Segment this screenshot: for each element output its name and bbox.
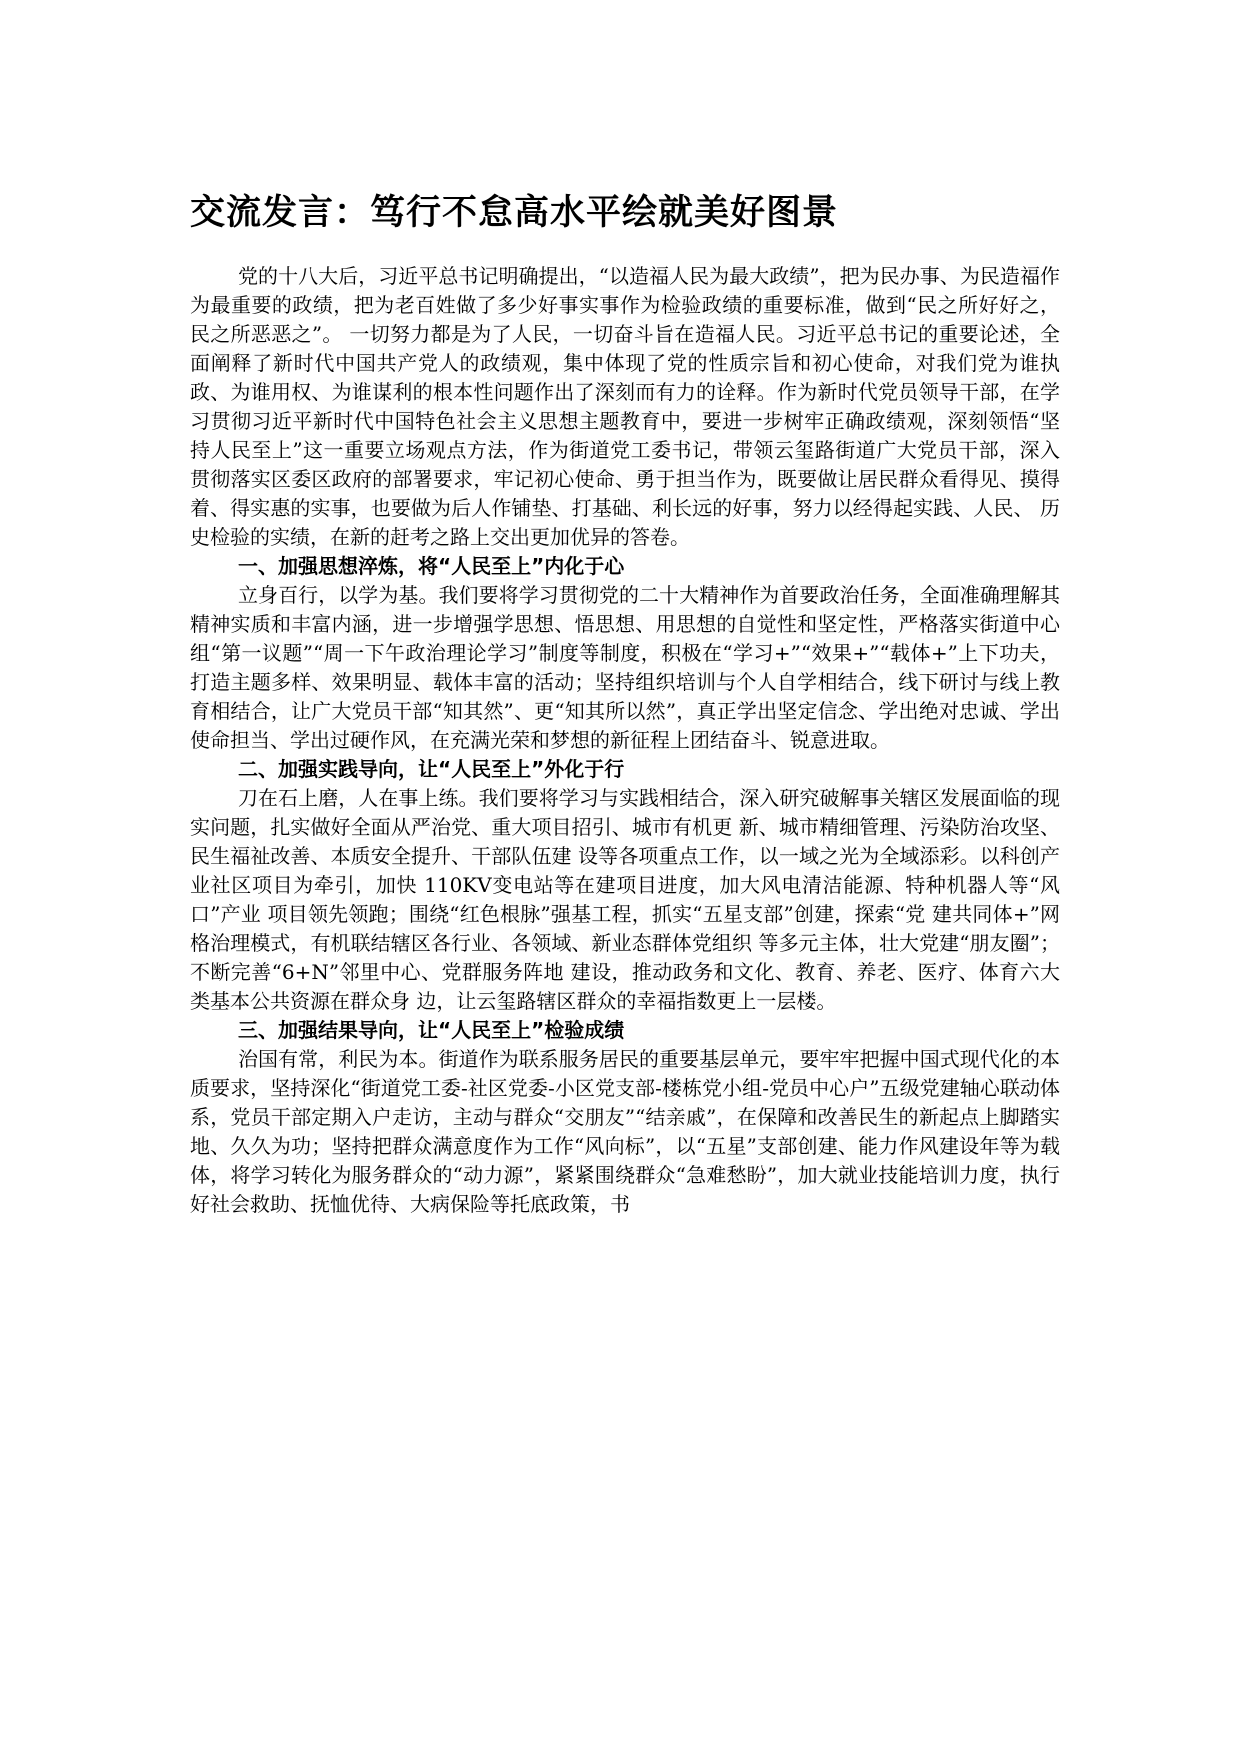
section-3 [190, 1016, 1060, 1219]
section-1 [190, 552, 1060, 755]
section-2 [190, 755, 1060, 1016]
section-body: 刀在石上磨，人在事上练。我们要将学习与实践相结合，深入研究破解事关辖区发展面临的现实问题，扎实做好全面从严治党、重大项目招引、城市有机更 新、城市精细管理、污染防治攻坚、民生福祉改善、本质安全提升、干部队伍建 设等各项重点工作，以一域之光为全域添彩。以科创产业社区项目为牵引，加快 110KV变电站等在建项目进度，加大风电清洁能源、特种机器人等“风口”产业 项目领先领跑；围绕“红色根脉”强基工程，抓实“五星支部”创建，探索“党 建共同体+”网格治理模式，有机联结辖区各行业、各领域、新业态群体党组织 等多元主体，壮大党建“朋友圈”；不断完善“6+N”邻里中心、党群服务阵地 建设，推动政务和文化、教育、养老、医疗、体育六大类基本公共资源在群众身 边，让云玺路辖区群众的幸福指数更上一层楼。 [190, 786, 1060, 1013]
section-heading: 一、加强思想淬炼，将“人民至上”内化于心 [238, 554, 625, 578]
intro-paragraph: 党的十八大后，习近平总书记明确提出，“以造福人民为最大政绩”，把为民办事、为民造福作为最重要的政绩，把为老百姓做了多少好事实事作为检验政绩的重要标准，做到“民之所好好之，民之所恶恶之”。 一切努力都是为了人民，一切奋斗旨在造福人民。习近平总书记的重要论述，全面阐释了新时代中国共产党人的政绩观，集中体现了党的性质宗旨和初心使命，对我们党为谁执政、为谁用权、为谁谋利的根本性问题作出了深刻而有力的诠释。作为新时代党员领导干部，在学习贯彻习近平新时代中国特色社会主义思想主题教育中，要进一步树牢正确政绩观，深刻领悟“坚持人民至上”这一重要立场观点方法，作为街道党工委书记，带领云玺路街道广大党员干部，深入贯彻落实区委区政府的部署要求，牢记初心使命、勇于担当作为，既要做让居民群众看得见、摸得着、得实惠的实事，也要做为后人作铺垫、打基础、利长远的好事，努力以经得起实践、人民、 历史检验的实绩，在新的赶考之路上交出更加优异的答卷。 [190, 264, 1060, 549]
section-heading: 二、加强实践导向，让“人民至上”外化于行 [238, 757, 625, 781]
section-heading: 三、加强结果导向，让“人民至上”检验成绩 [238, 1018, 625, 1042]
document-title: 交流发言：笃行不怠高水平绘就美好图景 [190, 193, 839, 233]
section-body: 治国有常，利民为本。街道作为联系服务居民的重要基层单元，要牢牢把握中国式现代化的本质要求，坚持深化“街道党工委-社区党委-小区党支部-楼栋党小组-党员中心户”五级党建轴心联动体系，党员干部定期入户走访，主动与群众“交朋友”“结亲戚”，在保障和改善民生的新起点上脚踏实地、久久为功；坚持把群众满意度作为工作“风向标”，以“五星”支部创建、能力作风建设年等为载体，将学习转化为服务群众的“动力源”，紧紧围绕群众“急难愁盼”，加大就业技能培训力度，执行好社会救助、抚恤优待、大病保险等托底政策，书 [190, 1047, 1060, 1216]
document-page [190, 190, 1060, 1219]
section-body: 立身百行，以学为基。我们要将学习贯彻党的二十大精神作为首要政治任务，全面准确理解其精神实质和丰富内涵，进一步增强学思想、悟思想、用思想的自觉性和坚定性，严格落实街道中心组“第一议题”“周一下午政治理论学习”制度等制度，积极在“学习+”“效果+”“载体+”上下功夫，打造主题多样、效果明显、载体丰富的活动；坚持组织培训与个人自学相结合，线下研讨与线上教育相结合，让广大党员干部“知其然”、更“知其所以然”，真正学出坚定信念、学出绝对忠诚、学出使命担当、学出过硬作风，在充满光荣和梦想的新征程上团结奋斗、锐意进取。 [190, 583, 1060, 752]
